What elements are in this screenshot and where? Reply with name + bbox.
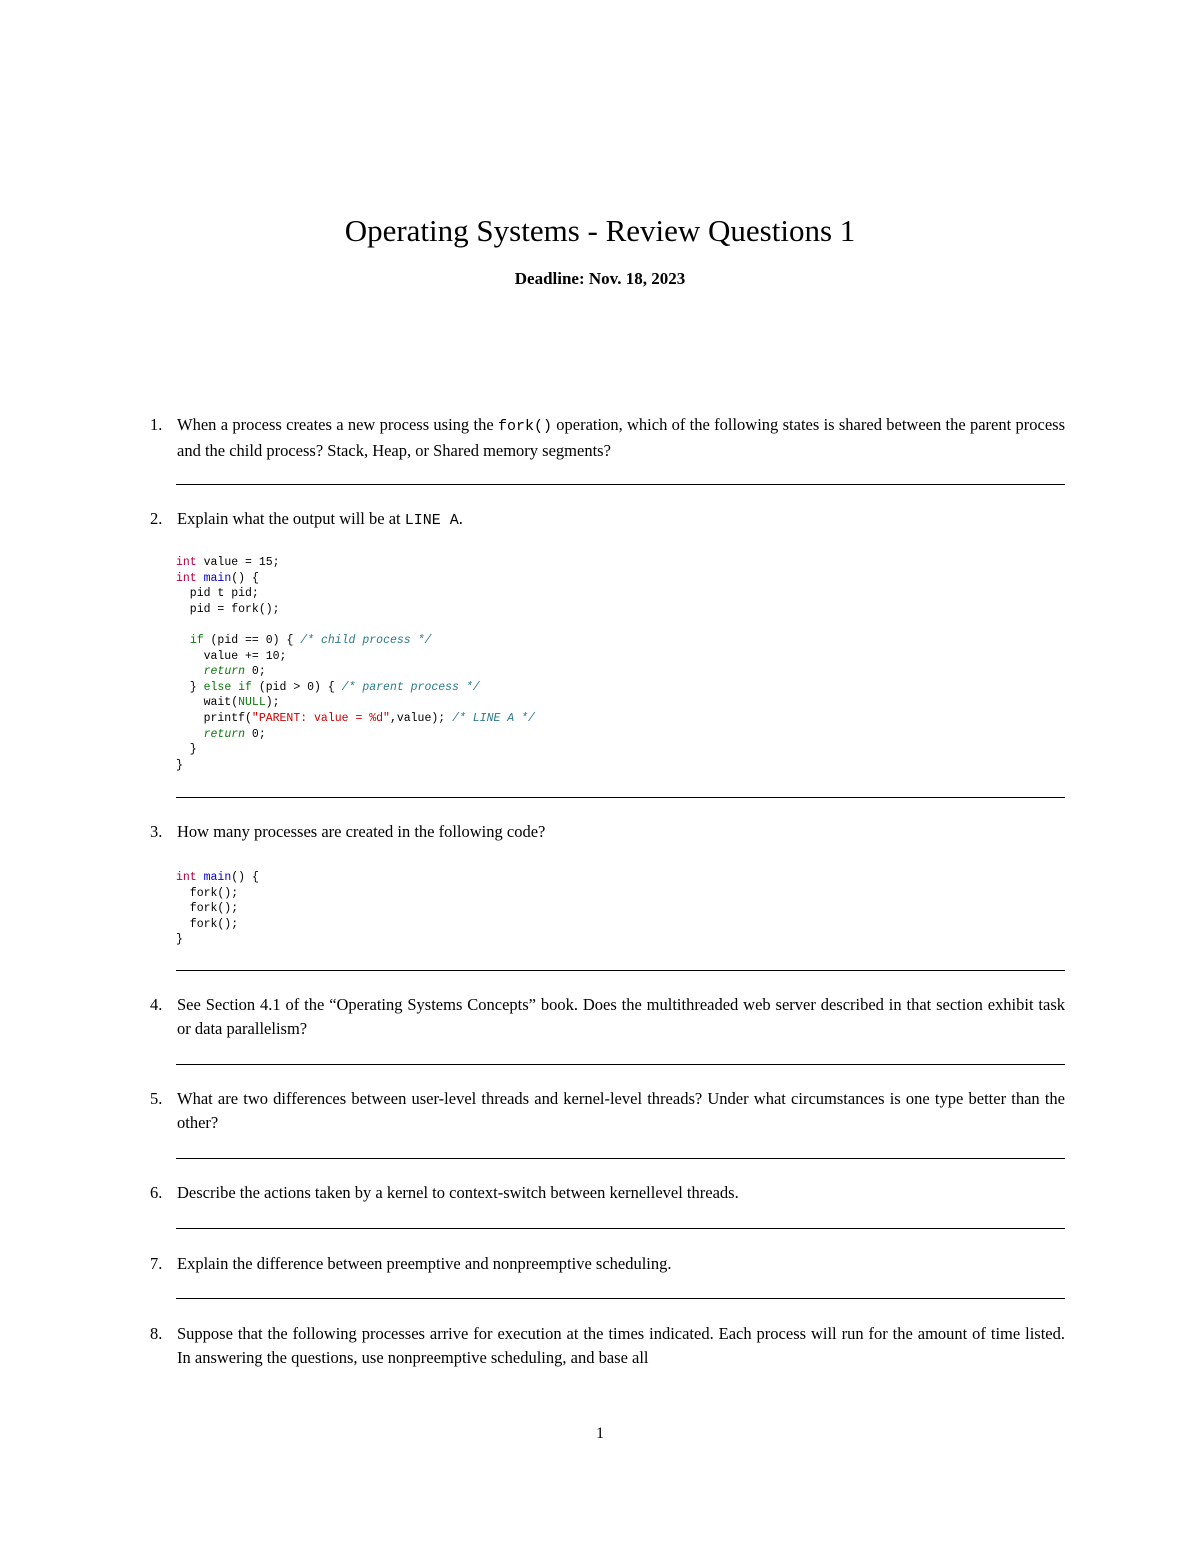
question-text: When a process creates a new process using the — [177, 415, 498, 434]
answer-line — [176, 970, 1065, 971]
page-number: 1 — [596, 1425, 604, 1442]
code-line: pid = fork(); — [176, 602, 280, 616]
code-line: int main() { — [176, 571, 259, 585]
code-line: return 0; — [203, 665, 266, 679]
question-number: 5. — [150, 1089, 163, 1108]
answer-line — [176, 1064, 1065, 1065]
code-line: if (pid == 0) { /* child process */ — [189, 633, 432, 647]
question-text: Explain the difference between preemptive and nonpreemptive scheduling. — [177, 1254, 672, 1273]
deadline: Deadline: Nov. 18, 2023 — [514, 269, 686, 288]
question-number: 4. — [150, 995, 163, 1014]
document-title: Operating Systems - Review Questions 1 — [344, 213, 856, 248]
code-line: return 0; — [203, 727, 266, 741]
answer-line — [176, 484, 1065, 485]
question-text: Suppose that the following processes arrive for execution at the times indicated. Each process will run for the amount of time listed. In answering the questions, use nonpreemptive scheduling, and base all — [177, 1324, 1065, 1367]
code-line: } — [176, 758, 183, 772]
code-line: wait(NULL); — [176, 696, 280, 710]
question-5 — [150, 1087, 1065, 1134]
question-text: How many processes are created in the following code? — [177, 822, 546, 841]
code-block-q2 — [176, 555, 535, 773]
question-number: 8. — [150, 1324, 163, 1343]
question-1 — [150, 413, 1065, 462]
code-line: fork(); — [176, 917, 239, 931]
code-line: pid t pid; — [176, 587, 259, 601]
question-text: . — [458, 509, 463, 528]
question-text: Describe the actions taken by a kernel to context-switch between kernellevel threads. — [177, 1183, 739, 1202]
question-number: 7. — [150, 1254, 163, 1273]
question-8 — [150, 1322, 1065, 1369]
code-block-q3 — [176, 870, 259, 948]
answer-line — [176, 1298, 1065, 1299]
code-line: fork(); — [176, 902, 239, 916]
code-line: } — [176, 933, 183, 947]
question-number: 2. — [150, 509, 163, 528]
question-text: What are two differences between user-level threads and kernel-level threads? Under what circumstances is one type better than the other? — [177, 1089, 1065, 1132]
code-line: printf("PARENT: value = %d",value); /* LINE A */ — [176, 711, 535, 725]
question-2 — [150, 507, 1065, 533]
code-line: value += 10; — [176, 649, 287, 663]
code-line: } else if (pid > 0) { /* parent process */ — [176, 680, 480, 694]
question-text: See Section 4.1 of the “Operating Systems Concepts” book. Does the multithreaded web server described in that section exhibit task or data parallelism? — [177, 995, 1065, 1038]
question-4 — [150, 993, 1065, 1040]
code-line — [176, 617, 535, 633]
question-6 — [150, 1181, 1065, 1205]
inline-code: fork() — [497, 418, 552, 435]
code-line: fork(); — [176, 886, 239, 900]
answer-line — [176, 1228, 1065, 1229]
question-text: Explain what the output will be at — [177, 509, 405, 528]
answer-line — [176, 1158, 1065, 1159]
question-number: 3. — [150, 822, 163, 841]
question-7 — [150, 1252, 1065, 1276]
question-text: operation, which of the following states is shared between the parent process and the child process? Stack, Heap, or Shared memory segments? — [177, 415, 1065, 460]
question-number: 1. — [150, 415, 163, 434]
code-line: } — [176, 743, 197, 757]
answer-line — [176, 797, 1065, 798]
inline-code: LINE A — [404, 512, 459, 529]
question-3 — [150, 820, 1065, 844]
question-number: 6. — [150, 1183, 163, 1202]
code-line: int main() { — [176, 871, 259, 884]
code-line: int value = 15; — [176, 556, 280, 569]
